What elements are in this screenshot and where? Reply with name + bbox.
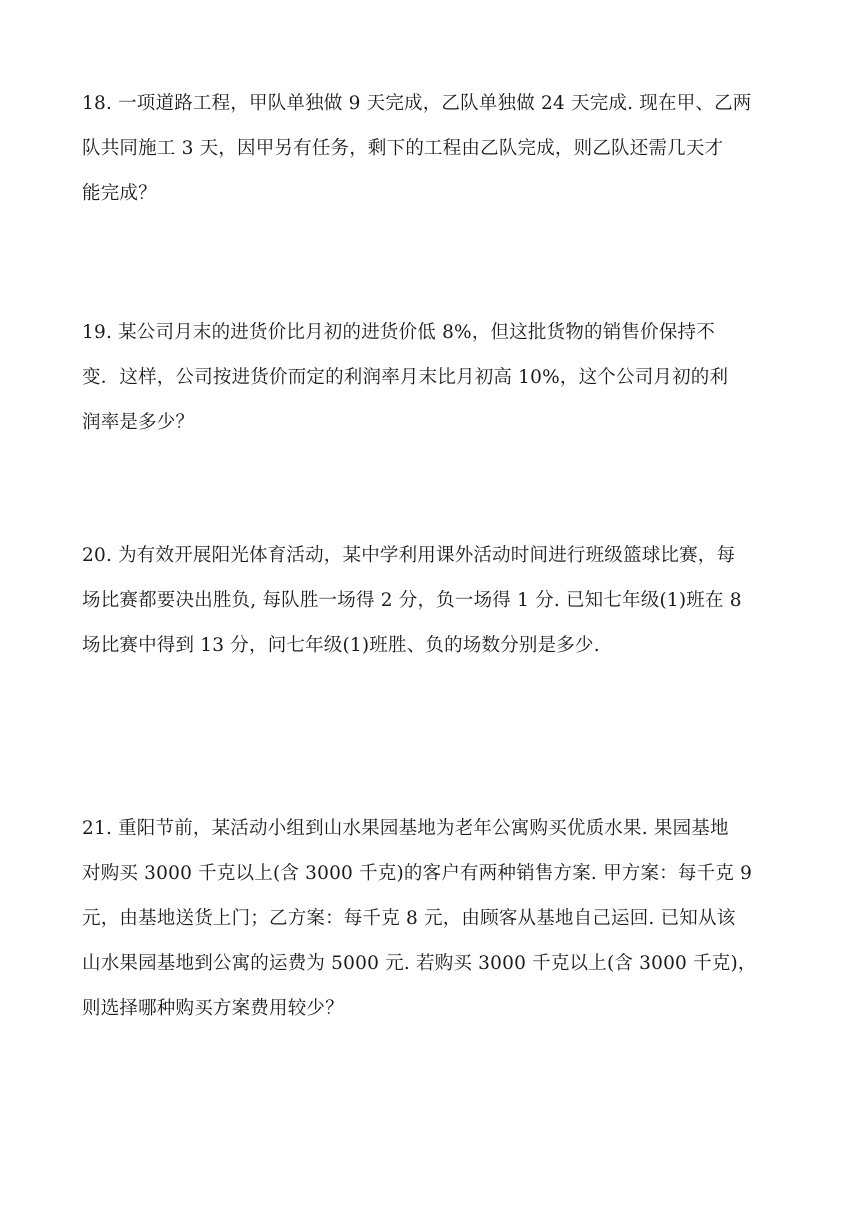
problem-text-line: 20. 为有效开展阳光体育活动，某中学利用课外活动时间进行班级篮球比赛，每 — [82, 545, 736, 566]
problem-18 — [82, 81, 782, 216]
problem-text-line: 队共同施工 3 天，因甲另有任务，剩下的工程由乙队完成，则乙队还需几天才 — [82, 138, 724, 159]
problem-text-line: 19. 某公司月末的进货价比月初的进货价低 8%，但这批货物的销售价保持不 — [82, 322, 715, 343]
problem-text-line: 能完成？ — [82, 183, 157, 204]
problem-text-line: 18. 一项道路工程，甲队单独做 9 天完成，乙队单独做 24 天完成. 现在甲、乙两 — [82, 93, 752, 114]
problem-19 — [82, 310, 782, 445]
problem-text-line: 场比赛都要决出胜负, 每队胜一场得 2 分，负一场得 1 分. 已知七年级(1)班在 8 — [82, 590, 742, 611]
problem-text-line: 场比赛中得到 13 分，问七年级(1)班胜、负的场数分别是多少. — [82, 635, 600, 656]
problem-text-line: 则选择哪种购买方案费用较少？ — [82, 998, 344, 1019]
problem-20 — [82, 533, 782, 668]
problem-21 — [82, 806, 782, 1031]
problem-text-line: 润率是多少？ — [82, 412, 195, 433]
problem-text-line: 山水果园基地到公寓的运费为 5000 元. 若购买 3000 千克以上(含 3000 千克)， — [82, 953, 757, 974]
problem-text-line: 变．这样，公司按进货价而定的利润率月末比月初高 10%，这个公司月初的利 — [82, 367, 729, 388]
problem-text-line: 元，由基地送货上门；乙方案：每千克 8 元，由顾客从基地自己运回. 已知从该 — [82, 908, 736, 929]
problem-text-line: 21. 重阳节前，某活动小组到山水果园基地为老年公寓购买优质水果. 果园基地 — [82, 818, 729, 839]
problem-text-line: 对购买 3000 千克以上(含 3000 千克)的客户有两种销售方案. 甲方案：每千克 9 — [82, 863, 753, 884]
